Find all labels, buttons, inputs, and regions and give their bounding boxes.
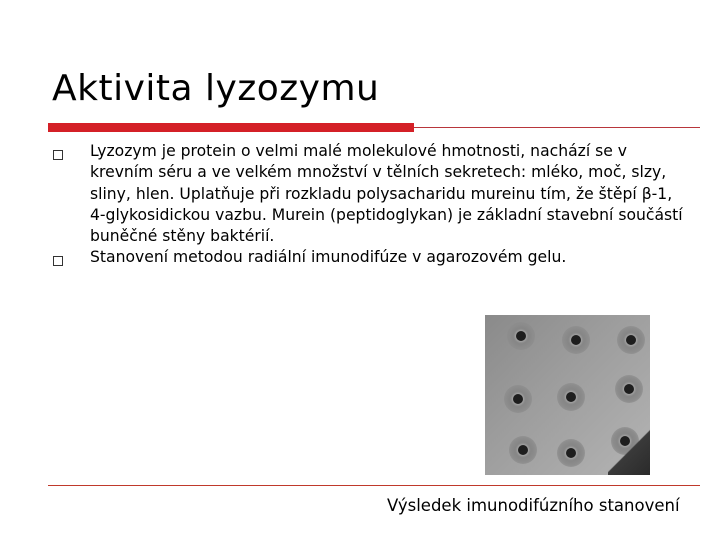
bullet-item-lyzozym: [50, 141, 690, 247]
gel-well: [513, 394, 523, 404]
gel-well: [516, 331, 526, 341]
gel-well: [566, 392, 576, 402]
slide-title: Aktivita lyzozymu: [52, 68, 380, 109]
bullet-square-icon: [53, 256, 63, 266]
bullet-list: [50, 141, 690, 269]
bullet-square-icon: [53, 150, 63, 160]
bullet-text: Lyzozym je protein o velmi malé molekulové hmotnosti, nachází se v krevním séru a ve velkém množství v tělních sekretech: mléko, moč, slzy, sliny, hlen. Uplatňuje při rozkladu polysacharidu mureinu tím, že štěpí β-1, 4-glykosidickou vazbu. Murein (peptidoglykan) je základní stavební součástí buněčné stěny baktérií.: [90, 142, 683, 246]
bullet-item-method: [50, 247, 690, 268]
immunodiffusion-gel-photo: [485, 315, 650, 475]
title-accent-bar: [48, 123, 414, 132]
gel-well: [518, 445, 528, 455]
photo-caption: Výsledek imunodifúzního stanovení: [387, 496, 680, 515]
gel-plate-edge: [608, 429, 650, 475]
gel-well: [624, 384, 634, 394]
gel-well: [566, 448, 576, 458]
gel-well: [626, 335, 636, 345]
gel-well: [571, 335, 581, 345]
bullet-text: Stanovení metodou radiální imunodifúze v agarozovém gelu.: [90, 248, 567, 267]
bottom-divider: [48, 485, 700, 486]
